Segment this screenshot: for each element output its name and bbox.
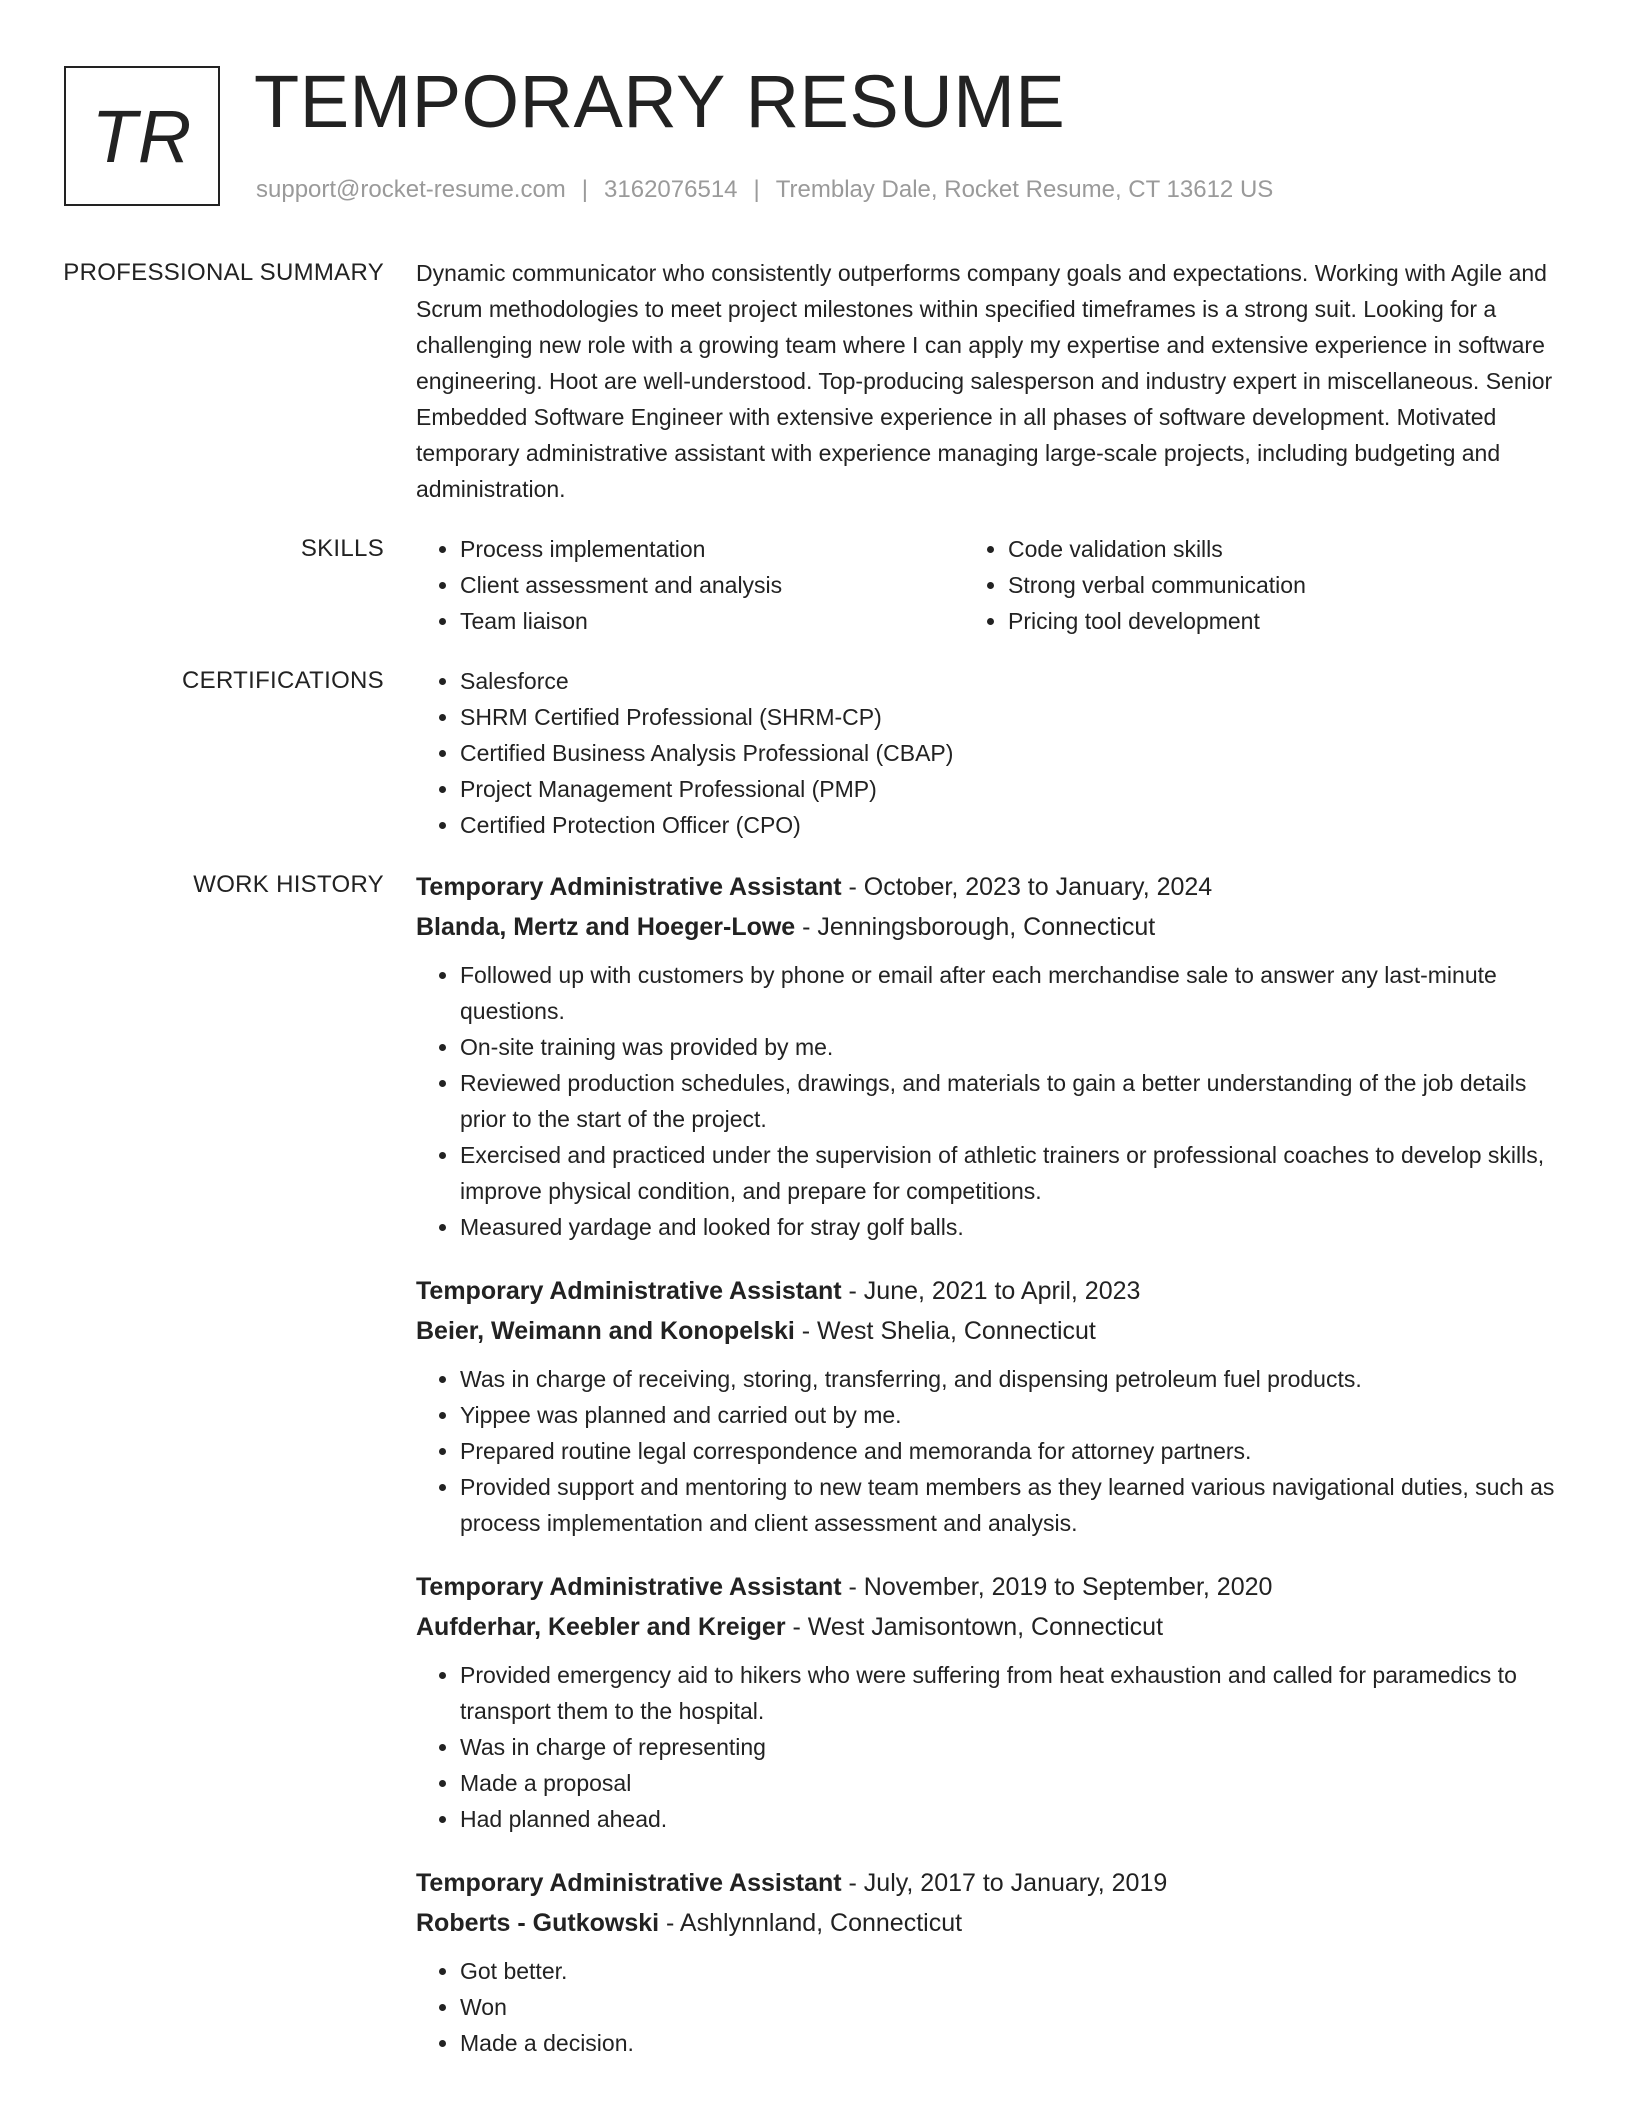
- skills-section: [0, 531, 1632, 639]
- job-bullet: • Made a decision.: [460, 2025, 1566, 2061]
- certifications-body: [416, 663, 1566, 843]
- section-label-summary: PROFESSIONAL SUMMARY: [63, 259, 384, 286]
- job-location: - Jenningsborough, Connecticut: [795, 913, 1156, 941]
- job-bullet: • Had planned ahead.: [460, 1801, 1566, 1837]
- job-company-line: [416, 1607, 1566, 1647]
- job-title: Temporary Administrative Assistant: [416, 1573, 842, 1601]
- section-label-work-history: WORK HISTORY: [193, 871, 384, 898]
- job-bullet: • Measured yardage and looked for stray golf balls.: [460, 1209, 1566, 1245]
- job-bullet: • Yippee was planned and carried out by me.: [460, 1397, 1566, 1433]
- certification-item: • Salesforce: [460, 663, 1566, 699]
- job-title-line: [416, 1271, 1566, 1311]
- resume-name: TEMPORARY RESUME: [254, 60, 1066, 143]
- skill-item: • Pricing tool development: [1008, 603, 1512, 639]
- skill-item: • Client assessment and analysis: [460, 567, 964, 603]
- summary-text: Dynamic communicator who consistently outperforms company goals and expectations. Working with Agile and Scrum methodologies to meet project milestones within specified timeframes is a strong suit. Looking for a challenging new role with a growing team where I can apply my expertise and extensive experience in software engineering. Hoot are well-understood. Top-producing salesperson and industry expert in miscellaneous. Senior Embedded Software Engineer with extensive experience in all phases of software development. Motivated temporary administrative assistant with experience managing large-scale projects, including budgeting and administration.: [416, 260, 1553, 502]
- skill-item: • Process implementation: [460, 531, 964, 567]
- skills-list-right: [964, 531, 1512, 639]
- job-company-line: [416, 1903, 1566, 1943]
- summary-section: [0, 255, 1632, 507]
- section-label-certifications: CERTIFICATIONS: [182, 667, 384, 694]
- job-bullets: [416, 957, 1566, 1245]
- job-company: Blanda, Mertz and Hoeger-Lowe: [416, 913, 796, 941]
- contact-phone[interactable]: 3162076514: [604, 176, 738, 203]
- skills-list-left: [416, 531, 964, 639]
- skill-item: • Strong verbal communication: [1008, 567, 1512, 603]
- job-entry: [416, 1567, 1566, 1837]
- contact-separator: |: [753, 176, 760, 203]
- job-bullet: • Won: [460, 1989, 1566, 2025]
- work-history-body: [416, 867, 1566, 2087]
- job-title: Temporary Administrative Assistant: [416, 1869, 842, 1897]
- job-bullet: • Reviewed production schedules, drawings, and materials to gain a better understanding of the job details prior to the start of the project.: [460, 1065, 1566, 1137]
- job-company: Beier, Weimann and Konopelski: [416, 1317, 795, 1345]
- job-bullet: • Was in charge of receiving, storing, transferring, and dispensing petroleum fuel products.: [460, 1361, 1566, 1397]
- job-company: Roberts - Gutkowski: [416, 1909, 660, 1937]
- skills-body: [416, 531, 1566, 639]
- job-company-line: [416, 907, 1566, 947]
- job-title-line: [416, 867, 1566, 907]
- resume-content: [0, 255, 1632, 2111]
- job-bullet: • Provided emergency aid to hikers who were suffering from heat exhaustion and called for paramedics to transport them to the hospital.: [460, 1657, 1566, 1729]
- skill-item: • Team liaison: [460, 603, 964, 639]
- certification-item: • Certified Business Analysis Professional (CBAP): [460, 735, 1566, 771]
- job-entry: [416, 1271, 1566, 1541]
- certification-item: • Project Management Professional (PMP): [460, 771, 1566, 807]
- job-title: Temporary Administrative Assistant: [416, 1277, 842, 1305]
- job-location: - West Jamisontown, Connecticut: [785, 1613, 1164, 1641]
- job-bullet: • Exercised and practiced under the supervision of athletic trainers or professional coaches to develop skills, improve physical condition, and prepare for competitions.: [460, 1137, 1566, 1209]
- job-bullets: [416, 1361, 1566, 1541]
- job-bullet: • Got better.: [460, 1953, 1566, 1989]
- job-company-line: [416, 1311, 1566, 1351]
- job-bullet: • Followed up with customers by phone or email after each merchandise sale to answer any last-minute questions.: [460, 957, 1566, 1029]
- job-bullets: [416, 1657, 1566, 1837]
- job-title-line: [416, 1567, 1566, 1607]
- job-dates: - June, 2021 to April, 2023: [841, 1277, 1141, 1305]
- job-bullet: • Was in charge of representing: [460, 1729, 1566, 1765]
- contact-email[interactable]: support@rocket-resume.com: [256, 176, 566, 203]
- contact-separator: |: [581, 176, 589, 203]
- job-title: Temporary Administrative Assistant: [416, 873, 842, 901]
- certification-item: • Certified Protection Officer (CPO): [460, 807, 1566, 843]
- contact-line: [256, 174, 1273, 206]
- summary-body: [416, 255, 1566, 507]
- job-bullet: • Provided support and mentoring to new team members as they learned various navigational duties, such as process implementation and client assessment and analysis.: [460, 1469, 1566, 1541]
- job-bullet: • Prepared routine legal correspondence and memoranda for attorney partners.: [460, 1433, 1566, 1469]
- skill-item: • Code validation skills: [1008, 531, 1512, 567]
- contact-address: Tremblay Dale, Rocket Resume, CT 13612 US: [775, 176, 1274, 203]
- job-location: - West Shelia, Connecticut: [794, 1317, 1096, 1345]
- job-location: - Ashlynnland, Connecticut: [659, 1909, 963, 1937]
- job-dates: - October, 2023 to January, 2024: [841, 873, 1213, 901]
- job-entry: [416, 867, 1566, 1245]
- section-label-skills: SKILLS: [300, 535, 384, 562]
- skills-column-right: [964, 531, 1512, 639]
- certification-item: • SHRM Certified Professional (SHRM-CP): [460, 699, 1566, 735]
- job-company: Aufderhar, Keebler and Kreiger: [416, 1613, 786, 1641]
- job-entry: [416, 1863, 1566, 2061]
- certifications-section: [0, 663, 1632, 843]
- job-dates: - July, 2017 to January, 2019: [841, 1869, 1168, 1897]
- work-history-section: [0, 867, 1632, 2087]
- resume-header: [0, 0, 1632, 230]
- job-title-line: [416, 1863, 1566, 1903]
- certifications-list: [416, 663, 1566, 843]
- monogram-box: TR: [64, 66, 220, 206]
- job-bullets: [416, 1953, 1566, 2061]
- job-bullet: • Made a proposal: [460, 1765, 1566, 1801]
- job-bullet: • On-site training was provided by me.: [460, 1029, 1566, 1065]
- job-dates: - November, 2019 to September, 2020: [841, 1573, 1273, 1601]
- skills-column-left: [416, 531, 964, 639]
